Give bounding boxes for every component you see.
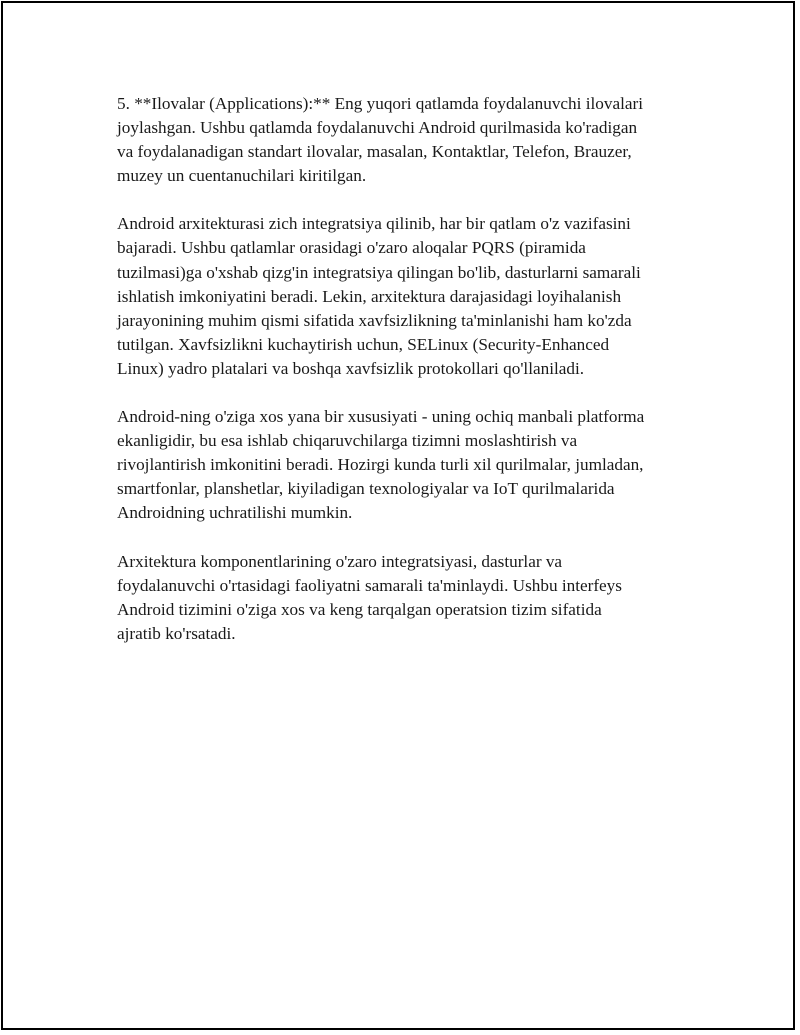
text-line: joylashgan. Ushbu qatlamda foydalanuvchi Android qurilmasida ko'radigan — [117, 118, 638, 138]
text-line: Androidning uchratilishi mumkin. — [117, 503, 353, 523]
text-line: rivojlantirish imkonitini beradi. Hozirgi kunda turli xil qurilmalar, jumladan, — [117, 455, 644, 475]
document-body — [117, 92, 697, 670]
text-line: foydalanuvchi o'rtasidagi faoliyatni samarali ta'minlaydi. Ushbu interfeys — [117, 575, 622, 595]
text-line: tuzilmasi)ga o'xshab qizg'in integratsiya qilingan bo'lib, dasturlarni samarali — [117, 262, 641, 282]
paragraph-architecture-integration — [117, 212, 697, 381]
text-line: Android tizimini o'ziga xos va keng tarqalgan operatsion tizim sifatida — [117, 599, 602, 619]
text-line: ajratib ko'rsatadi. — [117, 623, 236, 643]
paragraph-open-source — [117, 405, 697, 525]
paragraph-components — [117, 550, 697, 646]
text-line: jarayonining muhim qismi sifatida xavfsizlikning ta'minlanishi ham ko'zda — [117, 310, 632, 330]
text-line: bajaradi. Ushbu qatlamlar orasidagi o'zaro aloqalar PQRS (piramida — [117, 238, 586, 258]
text-line: ishlatish imkoniyatini beradi. Lekin, arxitektura darajasidagi loyihalanish — [117, 286, 622, 306]
text-line: Linux) yadro platalari va boshqa xavfsizlik protokollari qo'llaniladi. — [117, 358, 585, 378]
text-line: muzey un cuentanuchilari kiritilgan. — [117, 166, 367, 186]
text-line: Android-ning o'ziga xos yana bir xususiyati - uning ochiq manbali platforma — [117, 407, 645, 427]
text-line: Arxitektura komponentlarining o'zaro integratsiyasi, dasturlar va — [117, 551, 563, 571]
text-line: Android arxitekturasi zich integratsiya qilinib, har bir qatlam o'z vazifasini — [117, 214, 631, 234]
text-line: smartfonlar, planshetlar, kiyiladigan texnologiyalar va IoT qurilmalarida — [117, 479, 615, 499]
text-line: va foydalanadigan standart ilovalar, masalan, Kontaktlar, Telefon, Brauzer, — [117, 142, 632, 162]
paragraph-applications — [117, 92, 697, 188]
text-line: tutilgan. Xavfsizlikni kuchaytirish uchun, SELinux (Security-Enhanced — [117, 334, 610, 354]
text-line: ekanligidir, bu esa ishlab chiqaruvchilarga tizimni moslashtirish va — [117, 431, 578, 451]
text-line: 5. **Ilovalar (Applications):** Eng yuqori qatlamda foydalanuvchi ilovalari — [117, 94, 643, 113]
